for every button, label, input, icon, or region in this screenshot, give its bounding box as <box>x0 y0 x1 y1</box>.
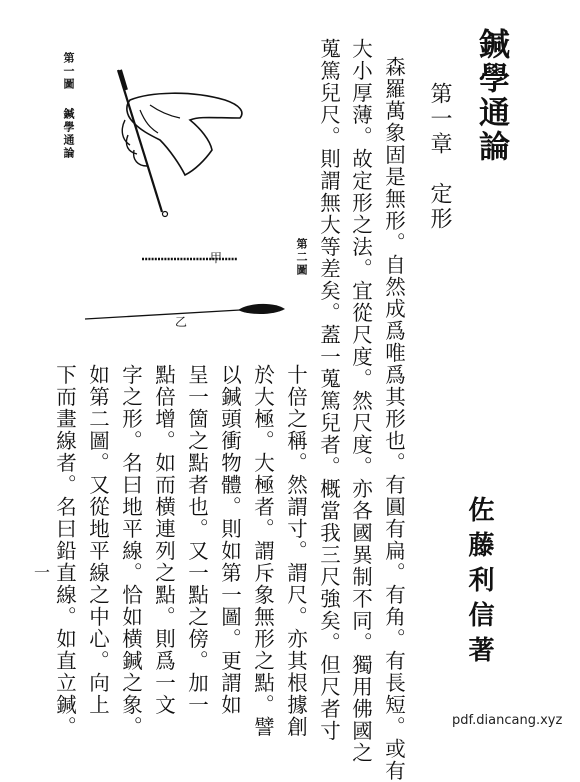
body-column-9: 字之形。名曰地平線。恰如横鍼之象。 <box>118 364 143 738</box>
body-column-10: 如第二圖。又從地平線之中心。向上 <box>85 364 110 716</box>
body-column-6: 以鍼頭衝物體。則如第一圖。更謂如 <box>217 364 242 716</box>
mark-yi: 乙 <box>175 315 188 329</box>
body-column-1: 森羅萬象固是無形。自然成爲唯爲其形也。有圓有扁。有角。有長短。或有 <box>381 56 406 782</box>
body-column-5: 於大極。大極者。謂斥象無形之點。譬 <box>250 364 275 738</box>
book-title: 鍼學通論 <box>473 28 509 164</box>
held-needle <box>118 70 162 212</box>
mark-jia: 甲 <box>210 251 223 265</box>
figure-1-label: 第一圖 <box>62 52 75 91</box>
point-dot <box>163 212 168 217</box>
page-number: 一 <box>34 563 51 582</box>
author-name: 佐藤利信著 <box>464 496 494 671</box>
horizontal-needle <box>85 310 240 319</box>
hand-outline <box>127 93 242 175</box>
body-column-11: 下而畫線者。名曰鉛直線。如直立鍼。 <box>52 364 77 738</box>
figure-1-caption: 鍼學通論 <box>62 108 75 160</box>
body-column-4: 十倍之稱。然謂寸。謂尺。亦其根據創 <box>283 364 308 738</box>
body-column-7: 呈一箇之點者也。又一點之傍。加一 <box>184 364 209 716</box>
body-column-2: 大小厚薄。故定形之法。宜從尺度。然尺度。亦各國異制不同。獨用佛國之 <box>348 38 373 764</box>
body-column-8: 點倍增。如而横連列之點。則爲一文 <box>151 364 176 716</box>
needle-handle-horizontal <box>238 304 285 314</box>
chapter-heading: 第一章 定形 <box>427 82 452 232</box>
body-column-3: 蒐篤兒尺。則謂無大等差矣。蓋一蒐篤兒者。概當我三尺強矣。但尺者寸 <box>316 38 341 742</box>
figure-2-label: 第二圖 <box>295 238 308 277</box>
watermark: pdf.diancang.xyz <box>452 713 563 728</box>
